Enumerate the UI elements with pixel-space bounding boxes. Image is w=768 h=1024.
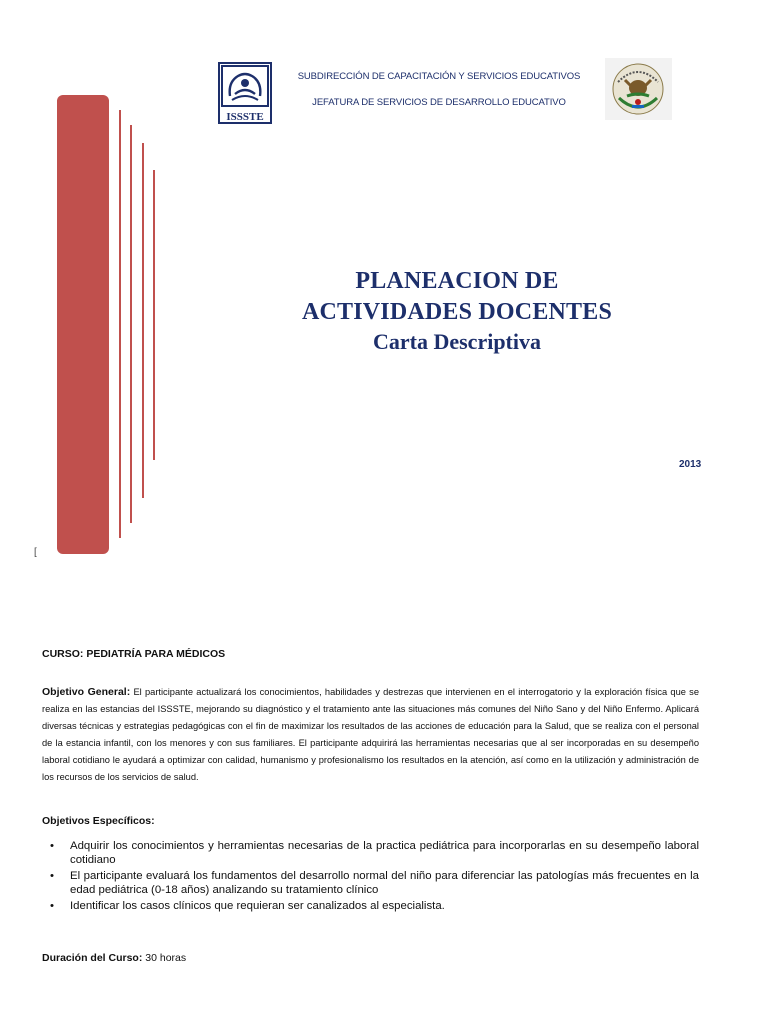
document-year: 2013 [679,459,702,470]
duracion-value: 30 horas [142,952,187,964]
mexico-seal-emblem [605,58,672,120]
objetivos-especificos-list [42,840,699,917]
header-subdireccion: SUBDIRECCIÓN DE CAPACITACIÓN Y SERVICIOS EDUCATIVOS [297,71,581,82]
duracion-label: Duración del Curso: [42,952,143,964]
title-line-2: ACTIVIDADES DOCENTES [301,299,613,325]
decorative-line [119,110,121,538]
title-subtitle: Carta Descriptiva [372,329,541,354]
svg-text:ISSSTE: ISSSTE [226,111,264,123]
bullet-icon: • [50,870,54,882]
objetivo-general-text: El participante actualizará los conocimientos, habilidades y destrezas que intervienen en el interrogatorio y la exploración física que se realiza en las estancias del ISSSTE, mejorando su diagnóstico y el tratamiento ante las situaciones más comunes del Niño Sano y del Niño Enfermo. Aplicará diversas técnicas y estrategias pedagógicas con el fin de maximizar los resultados de las acciones de educación para la Salud, que se realiza con el personal de la estancia infantil, con los menores y con sus familiares. El participante adquirirá las herramientas necesarias que al ser incorporadas en su desempeño laboral cotidiano le ayudará a optimizar con calidad, humanismo y profesionalismo los resultados en la atención, así como en la utilización y administración de los recursos de los servicios de salud. [42,687,700,782]
document-title [250,266,664,356]
objetivos-especificos-label: Objetivos Específicos: [42,815,155,827]
stray-bracket: [ [34,547,37,558]
objetivo-general-paragraph [42,684,699,786]
bullet-icon: • [50,900,54,912]
list-item: • Adquirir los conocimientos y herramientas necesarias de la practica pediátrica para incorporarlas en su desempeño laboral cotidiano [50,840,699,866]
decorative-line [142,143,144,498]
bullet-icon: • [50,840,54,852]
decorative-red-bar [57,95,109,554]
list-item: • Identificar los casos clínicos que requieran ser canalizados al especialista. [50,900,445,912]
header-jefatura: JEFATURA DE SERVICIOS DE DESARROLLO EDUCATIVO [312,97,566,108]
course-name: CURSO: PEDIATRÍA PARA MÉDICOS [42,648,226,660]
decorative-line [130,125,132,523]
course-duration [42,952,186,964]
objetivo-general-label: Objetivo General: [42,686,131,698]
decorative-line [153,170,155,460]
title-line-1: PLANEACION DE [355,268,559,294]
list-item: • El participante evaluará los fundamentos del desarrollo normal del niño para diferenciar las patologías más frecuentes en la edad pediátrica (0-18 años) analizando su tratamiento clínico [50,870,699,896]
